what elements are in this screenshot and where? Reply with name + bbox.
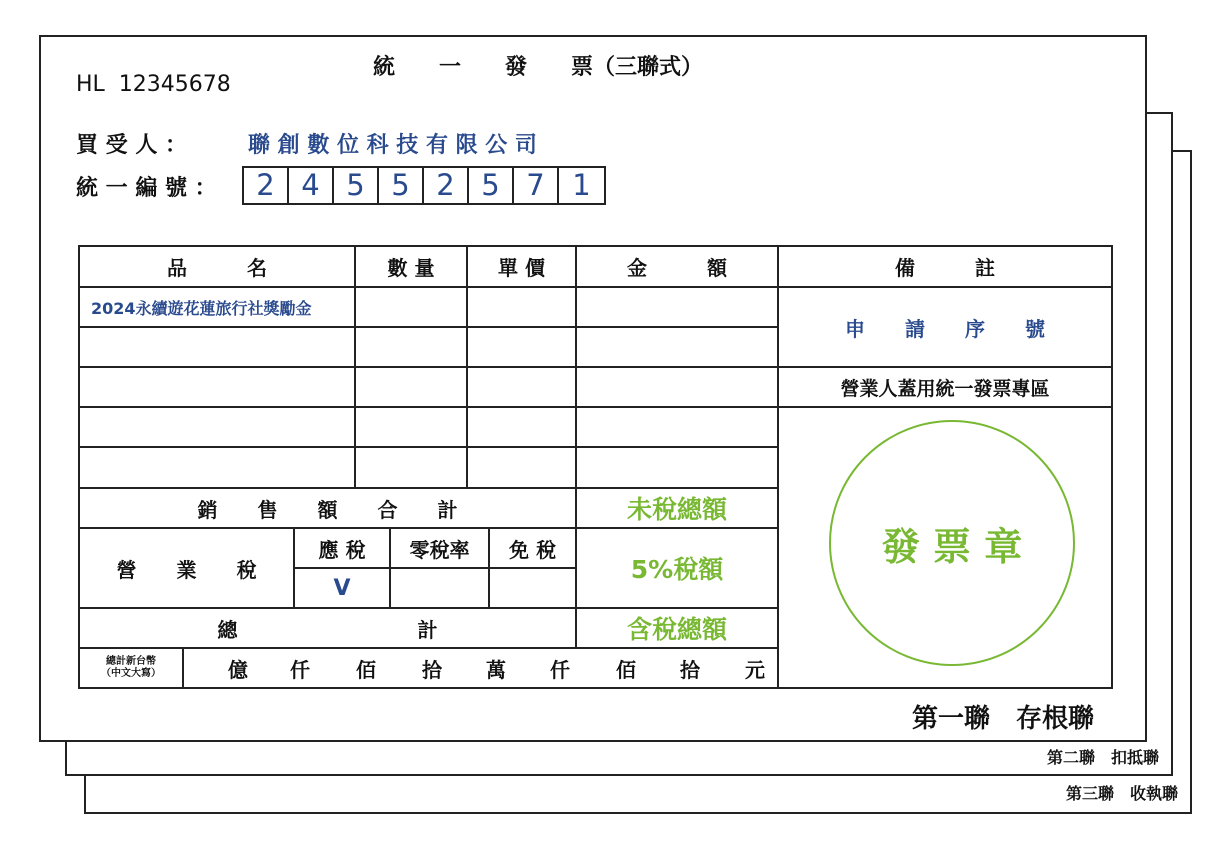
- unit-shi: 拾: [422, 657, 442, 682]
- taxable-label: 應 稅: [318, 537, 366, 562]
- taxable-check-mark: V: [333, 575, 351, 601]
- tax-id-digit: 7: [514, 168, 559, 203]
- header-qty: 數 量: [387, 256, 435, 280]
- unit-wan: 萬: [486, 657, 506, 682]
- unit-qian-2: 仟: [550, 657, 570, 682]
- tax-id-digit: 2: [424, 168, 469, 203]
- item-name-cell: 2024永續遊花蓮旅行社獎勵金: [91, 298, 312, 318]
- copy-one-label: 第一聯 存根聯: [912, 704, 1095, 734]
- copy-two-label: 第二聯 扣抵聯: [1046, 748, 1159, 767]
- tax-id-label: 統 一 編 號 ：: [76, 176, 217, 201]
- unit-bai-2: 佰: [616, 657, 636, 682]
- buyer-label: 買 受 人 ：: [76, 133, 187, 158]
- header-unit-price: 單 價: [498, 256, 545, 280]
- invoice-stamp-circle: [829, 420, 1075, 666]
- unit-yi: 億: [228, 657, 248, 682]
- ntd-label-line2: （中文大寫）: [101, 668, 161, 679]
- sales-total-value: 未稅總額: [626, 495, 727, 524]
- tax-id-digit: 2: [244, 168, 289, 203]
- exempt-label: 免 稅: [509, 537, 556, 562]
- header-item: 品 名: [167, 256, 267, 280]
- unit-bai: 佰: [356, 657, 376, 682]
- business-tax-label: 營 業 稅: [116, 557, 257, 582]
- tax-id-digit: 5: [334, 168, 379, 203]
- header-remarks: 備 註: [895, 256, 995, 280]
- copy-three-label: 第三聯 收執聯: [1065, 784, 1178, 803]
- remarks-serial: 申 請 序 號: [845, 316, 1045, 341]
- ntd-label: [79, 648, 183, 688]
- tax-id-digit: 4: [289, 168, 334, 203]
- header-amount: 金 額: [627, 256, 727, 280]
- stamp-text: 發 票 章: [881, 524, 1023, 569]
- unit-shi-2: 拾: [680, 657, 700, 682]
- tax-id-digit: 1: [572, 168, 591, 202]
- invoice-title: 統 一 發 票（三聯式）: [373, 55, 704, 80]
- unit-yuan: 元: [745, 657, 765, 682]
- ntd-label-line1: 總計新台幣: [106, 656, 156, 667]
- tax-value: 5%稅額: [630, 555, 724, 584]
- tax-id-digit: 5: [379, 168, 424, 203]
- unit-qian: 仟: [290, 657, 310, 682]
- tax-id-digit: 5: [469, 168, 514, 203]
- remarks-stamp-area: 營業人蓋用統一發票專區: [840, 377, 1050, 400]
- grand-total-value: 含稅總額: [626, 615, 727, 644]
- zero-rate-label: 零稅率: [409, 537, 470, 562]
- invoice-number: HL 12345678: [76, 72, 231, 97]
- buyer-name: 聯 創 數 位 科 技 有 限 公 司: [248, 133, 537, 158]
- sales-total-label: 銷 售 額 合 計: [197, 497, 458, 522]
- grand-total-label: 總 計: [217, 617, 438, 642]
